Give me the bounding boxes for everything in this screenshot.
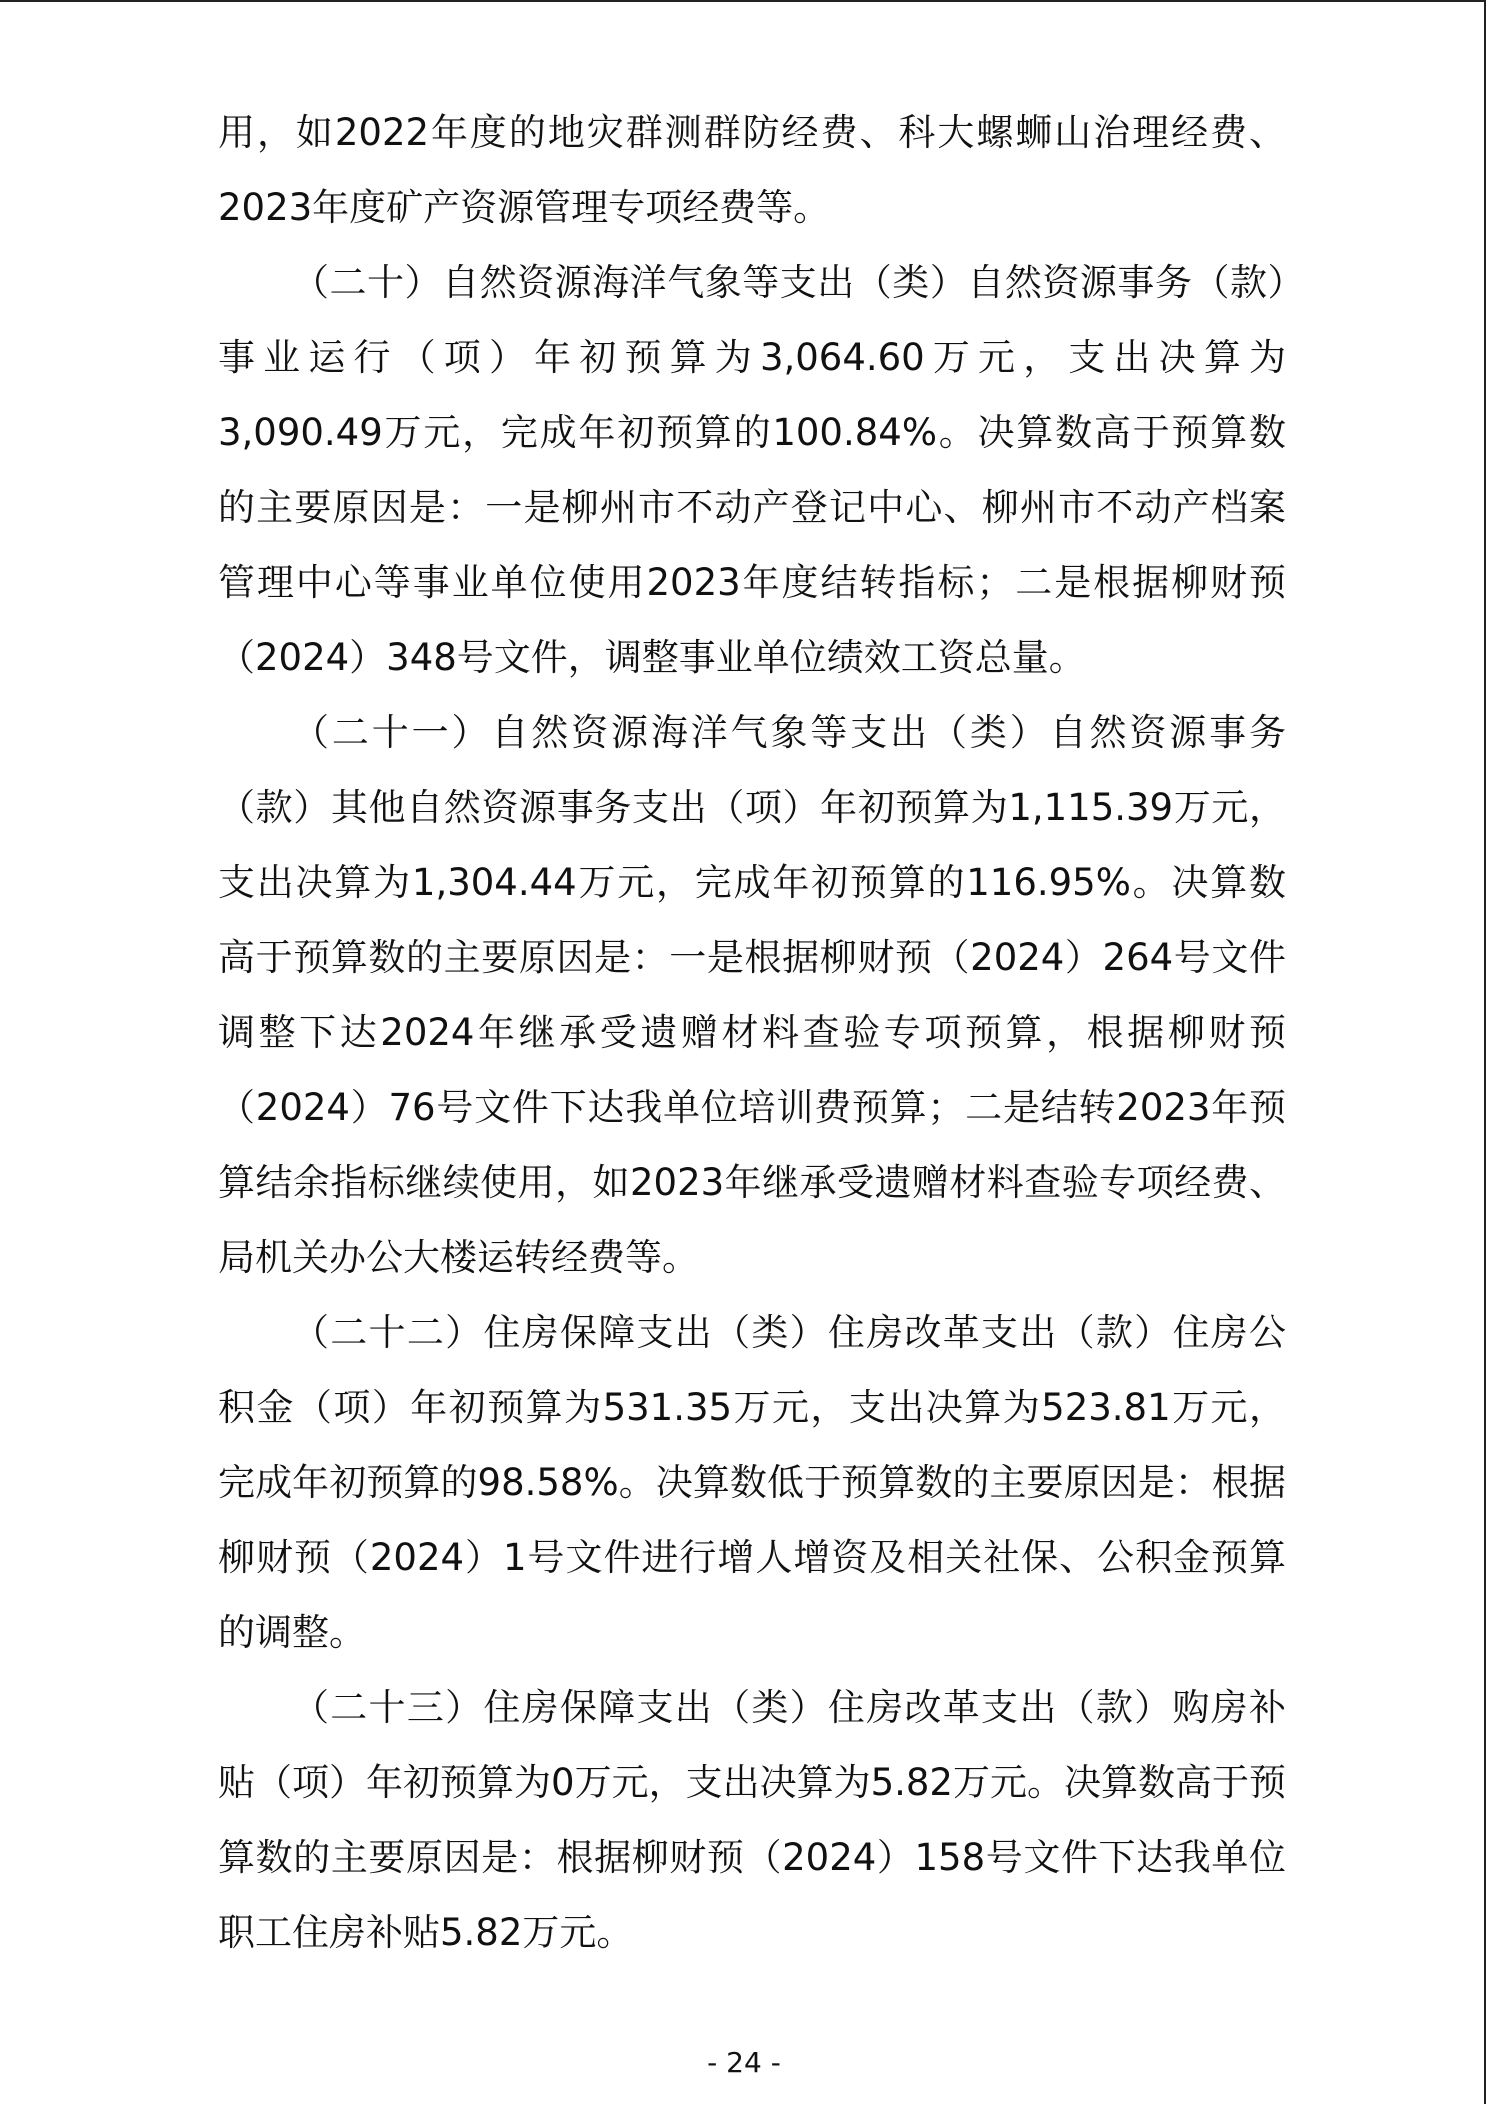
document-body	[218, 95, 1286, 1970]
page-number: - 24 -	[707, 2046, 781, 2079]
paragraph-item-22: （二十二）住房保障支出（类）住房改革支出（款）住房公积金（项）年初预算为531.35万元，支出决算为523.81万元，完成年初预算的98.58%。决算数低于预算数的主要原因是：根据柳财预（2024）1号文件进行增人增资及相关社保、公积金预算的调整。	[218, 1311, 1286, 1654]
paragraph-item-20: （二十）自然资源海洋气象等支出（类）自然资源事务（款）事业运行（项）年初预算为3,064.60万元，支出决算为3,090.49万元，完成年初预算的100.84%。决算数高于预算数的主要原因是：一是柳州市不动产登记中心、柳州市不动产档案管理中心等事业单位使用2023年度结转指标；二是根据柳财预（2024）348号文件，调整事业单位绩效工资总量。	[218, 261, 1286, 679]
paragraph-item-23: （二十三）住房保障支出（类）住房改革支出（款）购房补贴（项）年初预算为0万元，支出决算为5.82万元。决算数高于预算数的主要原因是：根据柳财预（2024）158号文件下达我单位职工住房补贴5.82万元。	[218, 1686, 1286, 1954]
paragraph-item-21: （二十一）自然资源海洋气象等支出（类）自然资源事务（款）其他自然资源事务支出（项）年初预算为1,115.39万元，支出决算为1,304.44万元，完成年初预算的116.95%。决算数高于预算数的主要原因是：一是根据柳财预（2024）264号文件调整下达2024年继承受遗赠材料查验专项预算，根据柳财预（2024）76号文件下达我单位培训费预算；二是结转2023年预算结余指标继续使用，如2023年继承受遗赠材料查验专项经费、局机关办公大楼运转经费等。	[218, 711, 1286, 1279]
paragraph-continuation: 用，如2022年度的地灾群测群防经费、科大螺蛳山治理经费、2023年度矿产资源管理专项经费等。	[218, 111, 1286, 229]
